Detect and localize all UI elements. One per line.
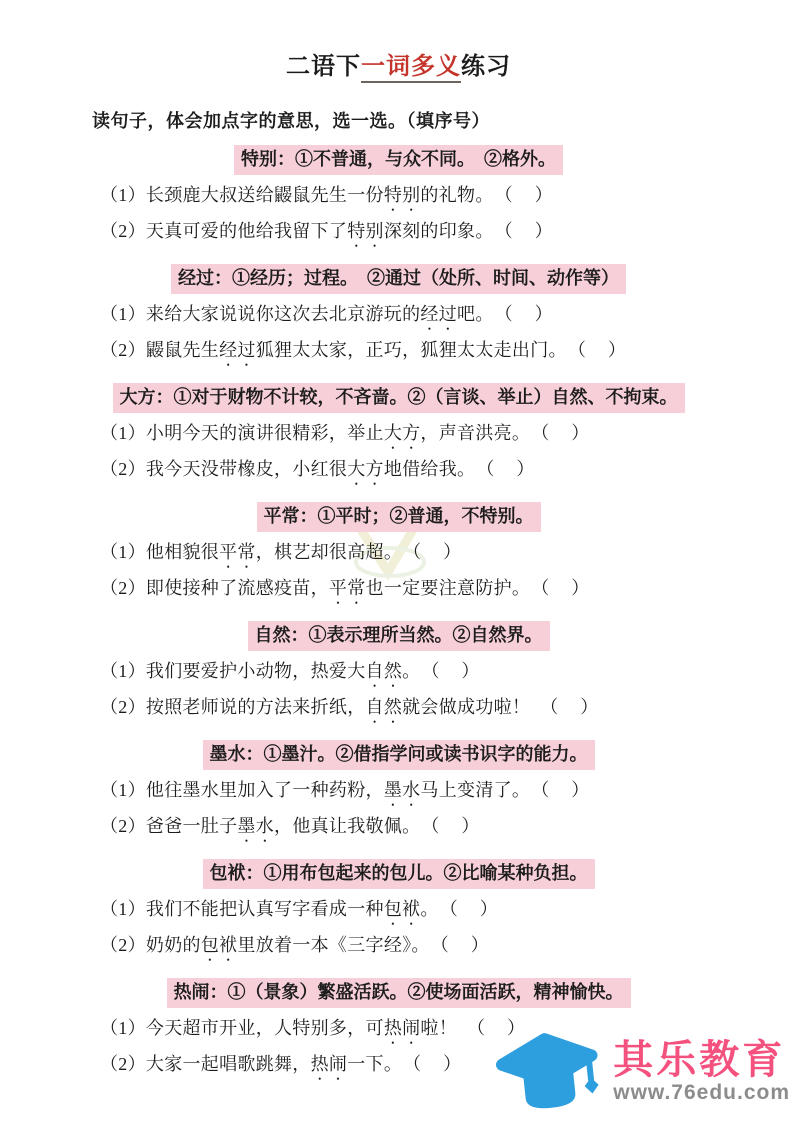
sentence-pre: 爸爸一肚子 [145,816,238,836]
sentence-post: 一下。 [347,1054,403,1074]
item-number: （2） [100,221,146,241]
answer-blank[interactable]: （ ） [503,304,555,324]
answer-blank[interactable]: （ ） [540,423,592,443]
answer-blank[interactable]: （ ） [503,185,555,205]
definition-header [92,740,705,770]
emphasized-word: 平常 [328,578,366,598]
exercise-item [92,810,705,846]
item-number: （2） [100,578,146,598]
sentence-pre: 即使接种了流感疫苗， [145,578,329,598]
sentence-post: 吧。 [457,304,494,324]
item-number: （2） [100,459,146,479]
emphasized-word: 热闹 [383,1018,421,1038]
exercise-item [92,929,705,965]
brand-text-block [613,1039,790,1105]
word-section-tebie [92,145,705,251]
exercise-item [92,572,705,608]
emphasized-word: 热闹 [310,1054,348,1074]
exercise-item [92,691,705,727]
emphasized-word: 墨水 [383,780,421,800]
item-number: （2） [100,816,146,836]
word-section-jingguo [92,264,705,370]
exercise-item [92,215,705,251]
exercise-item [92,179,705,215]
definition-header [92,264,705,294]
definition-text: ①不普通，与众不同。 ②格外。 [295,149,556,169]
answer-blank[interactable]: （ ） [439,935,491,955]
item-number: （1） [100,304,146,324]
sentence-pre: 他相貌很 [145,542,220,562]
definition-header [92,502,705,532]
definition-header [92,145,705,175]
exercise-item [92,774,705,810]
definition-text: ①对于财物不计较，不吝啬。②（言谈、举止）自然、不拘束。 [173,387,678,407]
item-number: （2） [100,340,146,360]
answer-blank[interactable]: （ ） [430,661,482,681]
answer-blank[interactable]: （ ） [576,340,628,360]
emphasized-word: 包袱 [200,935,238,955]
brand-logo [487,1030,790,1114]
sentence-post: 的礼物。 [420,185,494,205]
exercise-item [92,536,705,572]
definition-header [92,383,705,413]
item-number: （1） [100,899,146,919]
sentence-pre: 来给大家说说你这次去北京游玩的 [145,304,421,324]
sentence-post: 狐狸太太家，正巧，狐狸太太走出门。 [255,340,567,360]
title-suffix: 练习 [461,53,511,80]
title-highlight: 一词多义 [361,53,461,83]
sentence-post: ，声音洪亮。 [420,423,531,443]
headword: 热闹： [173,982,228,1002]
sentence-post: ，他真让我敬佩。 [274,816,421,836]
exercise-item [92,893,705,929]
sentence-pre: 我们要爱护小动物，热爱大 [145,661,366,681]
emphasized-word: 经过 [420,304,458,324]
sentence-pre: 奶奶的 [145,935,201,955]
graduation-cap-icon [487,1030,609,1114]
sentence-post: 地借给我。 [383,459,476,479]
definition-text: ①平时；②普通，不特别。 [317,506,534,526]
exercise-item [92,453,705,489]
headword: 大方： [119,387,174,407]
word-section-baofu [92,859,705,965]
title-prefix: 二语下 [286,53,361,80]
item-number: （1） [100,661,146,681]
definition-header [92,978,705,1008]
sentence-post: 。 [420,899,439,919]
item-number: （1） [100,185,146,205]
emphasized-word: 平常 [219,542,256,562]
item-number: （1） [100,423,146,443]
sentence-post: 马上变清了。 [420,780,531,800]
sentence-post: 深刻的印象。 [383,221,494,241]
sentence-pre: 大家一起唱歌跳舞， [145,1054,311,1074]
sentence-post: 就会做成功啦！ [402,697,531,717]
sentence-pre: 按照老师说的方法来折纸， [145,697,366,717]
emphasized-word: 大方 [383,423,421,443]
word-section-dafang [92,383,705,489]
word-section-ziran [92,621,705,727]
word-section-moshui [92,740,705,846]
definition-text: ①用布包起来的包儿。②比喻某种负担。 [263,863,588,883]
brand-url[interactable]: www.76edu.com [613,1081,790,1104]
item-number: （1） [100,542,146,562]
emphasized-word: 特别 [347,221,384,241]
answer-blank[interactable]: （ ） [540,578,592,598]
emphasized-word: 经过 [219,340,256,360]
definition-header [92,621,705,651]
definition-text: ①（景象）繁盛活跃。②使场面活跃，精神愉快。 [227,982,624,1002]
sentence-post: 里放着一本《三字经》。 [237,935,430,955]
brand-name: 其乐教育 [613,1038,786,1082]
item-number: （2） [100,1054,146,1074]
emphasized-word: 自然 [365,661,403,681]
emphasized-word: 自然 [365,697,403,717]
sentence-pre: 他往墨水里加入了一种药粉， [145,780,384,800]
sentence-post: 。 [402,661,421,681]
exercise-item [92,655,705,691]
headword: 包袱： [209,863,264,883]
emphasized-word: 大方 [347,459,384,479]
item-number: （2） [100,697,146,717]
exercise-item [92,298,705,334]
answer-blank[interactable]: （ ） [467,1018,528,1038]
headword: 经过： [178,268,232,288]
item-number: （2） [100,935,146,955]
sentence-pre: 我今天没带橡皮，小红很 [145,459,348,479]
answer-blank[interactable]: （ ） [448,899,500,919]
sentence-pre: 鼹鼠先生 [145,340,220,360]
headword: 自然： [254,625,309,645]
definition-text: ①表示理所当然。②自然界。 [308,625,543,645]
emphasized-word: 墨水 [237,816,275,836]
answer-blank[interactable]: （ ） [412,1054,464,1074]
item-number: （1） [100,1018,146,1038]
emphasized-word: 特别 [383,185,421,205]
exercise-item [92,417,705,453]
sentence-pre: 我们不能把认真写字看成一种 [145,899,384,919]
headword: 特别： [241,149,295,169]
answer-blank[interactable]: （ ） [412,542,464,562]
page-title [92,46,705,81]
emphasized-word: 包袱 [383,899,421,919]
sentence-pre: 小明今天的演讲很精彩，举止 [145,423,384,443]
definition-text: ①经历；过程。 ②通过（处所、时间、动作等） [232,268,619,288]
answer-blank[interactable]: （ ） [540,780,592,800]
sentence-pre: 长颈鹿大叔送给鼹鼠先生一份 [145,185,384,205]
definition-text: ①墨汁。②借指学问或读书识字的能力。 [263,744,588,764]
answer-blank[interactable]: （ ） [540,697,601,717]
sentence-post: 啦！ [420,1018,458,1038]
instruction-text: 读句子，体会加点字的意思，选一选。（填序号） [92,111,490,131]
word-section-pingchang [92,502,705,608]
item-number: （1） [100,780,146,800]
answer-blank[interactable]: （ ） [503,221,555,241]
sentence-post: ，棋艺却很高超。 [255,542,403,562]
sentence-pre: 天真可爱的他给我留下了 [145,221,348,241]
headword: 墨水： [209,744,264,764]
sentence-pre: 今天超市开业，人特别多，可 [145,1018,384,1038]
sentence-post: 也一定要注意防护。 [365,578,531,598]
headword: 平常： [263,506,318,526]
answer-blank[interactable]: （ ） [430,816,482,836]
exercise-item [92,334,705,370]
answer-blank[interactable]: （ ） [485,459,537,479]
definition-header [92,859,705,889]
